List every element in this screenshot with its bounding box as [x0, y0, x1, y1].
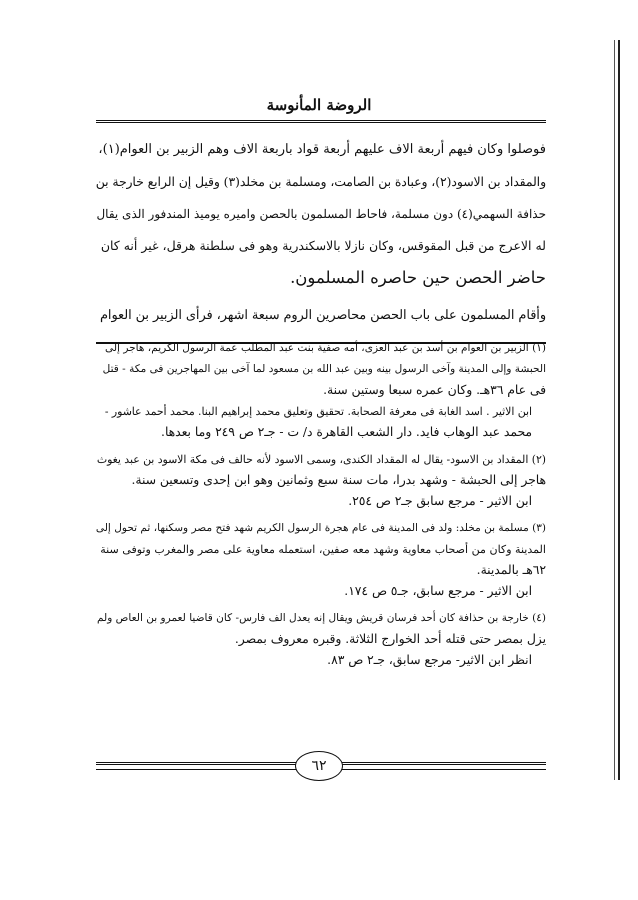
main-text	[96, 134, 546, 294]
footnote-reference: انظر ابن الاثير- مرجع سابق، جـ٢ ص ٨٣.	[327, 653, 532, 667]
running-title: الروضة المأنوسة	[266, 96, 372, 114]
page-edge-line	[618, 40, 620, 780]
footnote-line: المدينة وكان من أصحاب معاوية وشهد معه صفين، استعمله معاوية على مصر والمغرب وتوفى سنة	[100, 543, 546, 556]
footnote-line: (٣) مسلمة بن مخلد: ولد فى المدينة فى عام هجرة الرسول الكريم شهد فتح مصر وسكنها، ثم تحول إلى	[95, 522, 546, 534]
footnote-line: (١) الزبير بن العوام بن أسد بن عبد العزى، أمه صفية بنت عبد المطلب عمة الرسول الكريم، هاجر إلى	[105, 342, 546, 354]
footnote-line: (٢) المقداد بن الاسود- يقال له المقداد الكندى، وسمى الاسود لأنه حالف فى مكة الاسود بن عبد يغوث	[96, 453, 546, 466]
footnote-line: ٦٢هـ بالمدينة.	[476, 563, 546, 577]
main-text-continued	[96, 300, 546, 332]
footnote-line: الحبشة وإلى المدينة وآخى الرسول بينه وبين عبد الله بن مسعود لما آخى بين المهاجرين فى مكة - قتل	[102, 363, 546, 375]
footnote-reference: ابن الاثير - مرجع سابق، جـ٥ ص ١٧٤.	[344, 584, 532, 598]
footnote-reference: ابن الاثير - مرجع سابق جـ٢ ص ٢٥٤.	[348, 494, 532, 508]
page-number: ٦٢	[295, 751, 343, 781]
main-text-line: حاضر الحصن حين حاصره المسلمون.	[290, 268, 546, 287]
footnote-reference: ابن الاثير . اسد الغابة فى معرفة الصحابة. تحقيق وتعليق محمد إبراهيم البنا. محمد أحمد عاشور -	[104, 405, 532, 418]
footnotes	[96, 338, 546, 671]
header-rule	[96, 120, 546, 128]
footnote-line: (٤) خارجة بن حذافة كان أحد فرسان قريش ويقال إنه يعدل الف فارس- كان قاضيا لعمرو بن العاص ولم	[97, 612, 546, 624]
main-text-line: والمقداد بن الاسود(٢)، وعبادة بن الصامت، ومسلمة بن مخلد(٣) وقيل إن الرابع خارجة بن	[95, 175, 546, 189]
main-text-line: حذافة السهمي(٤) دون مسلمة، فاحاط المسلمون بالحصن واميره يوميذ المندفور الذى يقال	[96, 207, 546, 221]
footnote-reference: محمد عبد الوهاب فايد. دار الشعب القاهرة د/ ت - جـ٢ ص ٢٤٩ وما بعدها.	[161, 425, 532, 439]
footnote-line: فى عام ٣٦هـ. وكان عمره سبعا وستين سنة.	[323, 383, 546, 397]
footnote-line: يزل بمصر حتى قتله أحد الخوارج الثلاثة. وقبره معروف بمصر.	[234, 632, 546, 646]
main-text-line: فوصلوا وكان فيهم أربعة الاف عليهم أربعة قواد باربعة الاف وهم الزبير بن العوام(١)،	[98, 142, 546, 157]
page-edge-line-inner	[614, 40, 615, 780]
main-text-line: له الاعرج من قبل المقوقس، وكان نازلا بالاسكندرية وهو فى سلطنة هرقل، غير أنه كان	[100, 238, 546, 253]
main-text-line: وأقام المسلمون على باب الحصن محاصرين الروم سبعة اشهر، فرأى الزبير بن العوام	[100, 308, 546, 323]
footnote-line: هاجر إلى الحبشة - وشهد بدرا، مات سنة سبع وثمانين وهو ابن إحدى وتسعين سنة.	[131, 473, 546, 487]
